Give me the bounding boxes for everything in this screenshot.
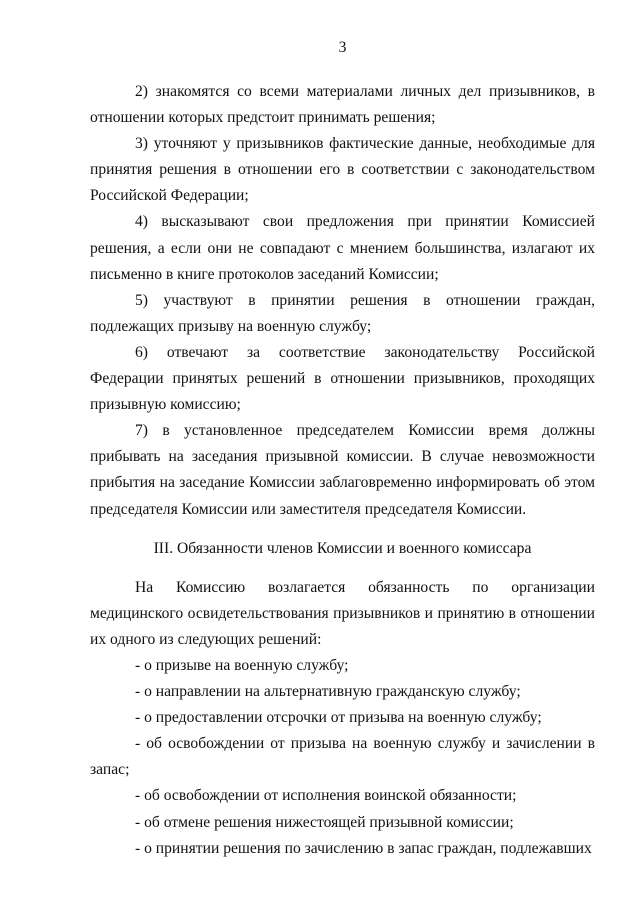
duty-item-6: 6) отвечают за соответствие законодательству Российской Федерации принятых решений в отношении призывников, проходящих призывную комиссию;: [90, 343, 595, 414]
duty-item-2: 2) знакомятся со всеми материалами личных дел призывников, в отношении которых предстоит принимать решения;: [90, 83, 595, 127]
decision-item-1: - о призыве на военную службу;: [135, 656, 349, 674]
section-heading: III. Обязанности членов Комиссии и военного комиссара: [153, 539, 532, 557]
decision-item-5: - об освобождении от исполнения воинской обязанности;: [135, 787, 517, 805]
decision-item-3: - о предоставлении отсрочки от призыва на военную службу;: [135, 709, 542, 727]
decision-item-4: - об освобождении от призыва на военную службу и зачислении в запас;: [90, 735, 595, 779]
decision-item-6: - об отмене решения нижестоящей призывной комиссии;: [135, 813, 514, 831]
duty-item-4: 4) высказывают свои предложения при принятии Комиссией решения, а если они не совпадают с мнением большинства, излагают их письменно в книге протоколов заседаний Комиссии;: [90, 213, 595, 283]
page-number: 3: [338, 39, 347, 56]
decision-item-7: - о принятии решения по зачислению в запас граждан, подлежавших: [135, 839, 592, 857]
decision-item-2: - о направлении на альтернативную гражданскую службу;: [135, 683, 521, 701]
duty-item-5: 5) участвуют в принятии решения в отношении граждан, подлежащих призыву на военную службу;: [90, 291, 595, 335]
duty-item-3: 3) уточняют у призывников фактические данные, необходимые для принятия решения в отношении его в соответствии с законодательством Российской Федерации;: [90, 135, 595, 205]
duty-item-7: 7) в установленное председателем Комиссии время должны прибывать на заседания призывной комиссии. В случае невозможности прибытия на заседание Комиссии заблаговременно информировать об этом председателя Комиссии или заместителя председателя Комиссии.: [90, 422, 595, 518]
section-intro: На Комиссию возлагается обязанность по организации медицинского освидетельствования призывников и принятию в отношении их одного из следующих решений:: [90, 578, 595, 648]
